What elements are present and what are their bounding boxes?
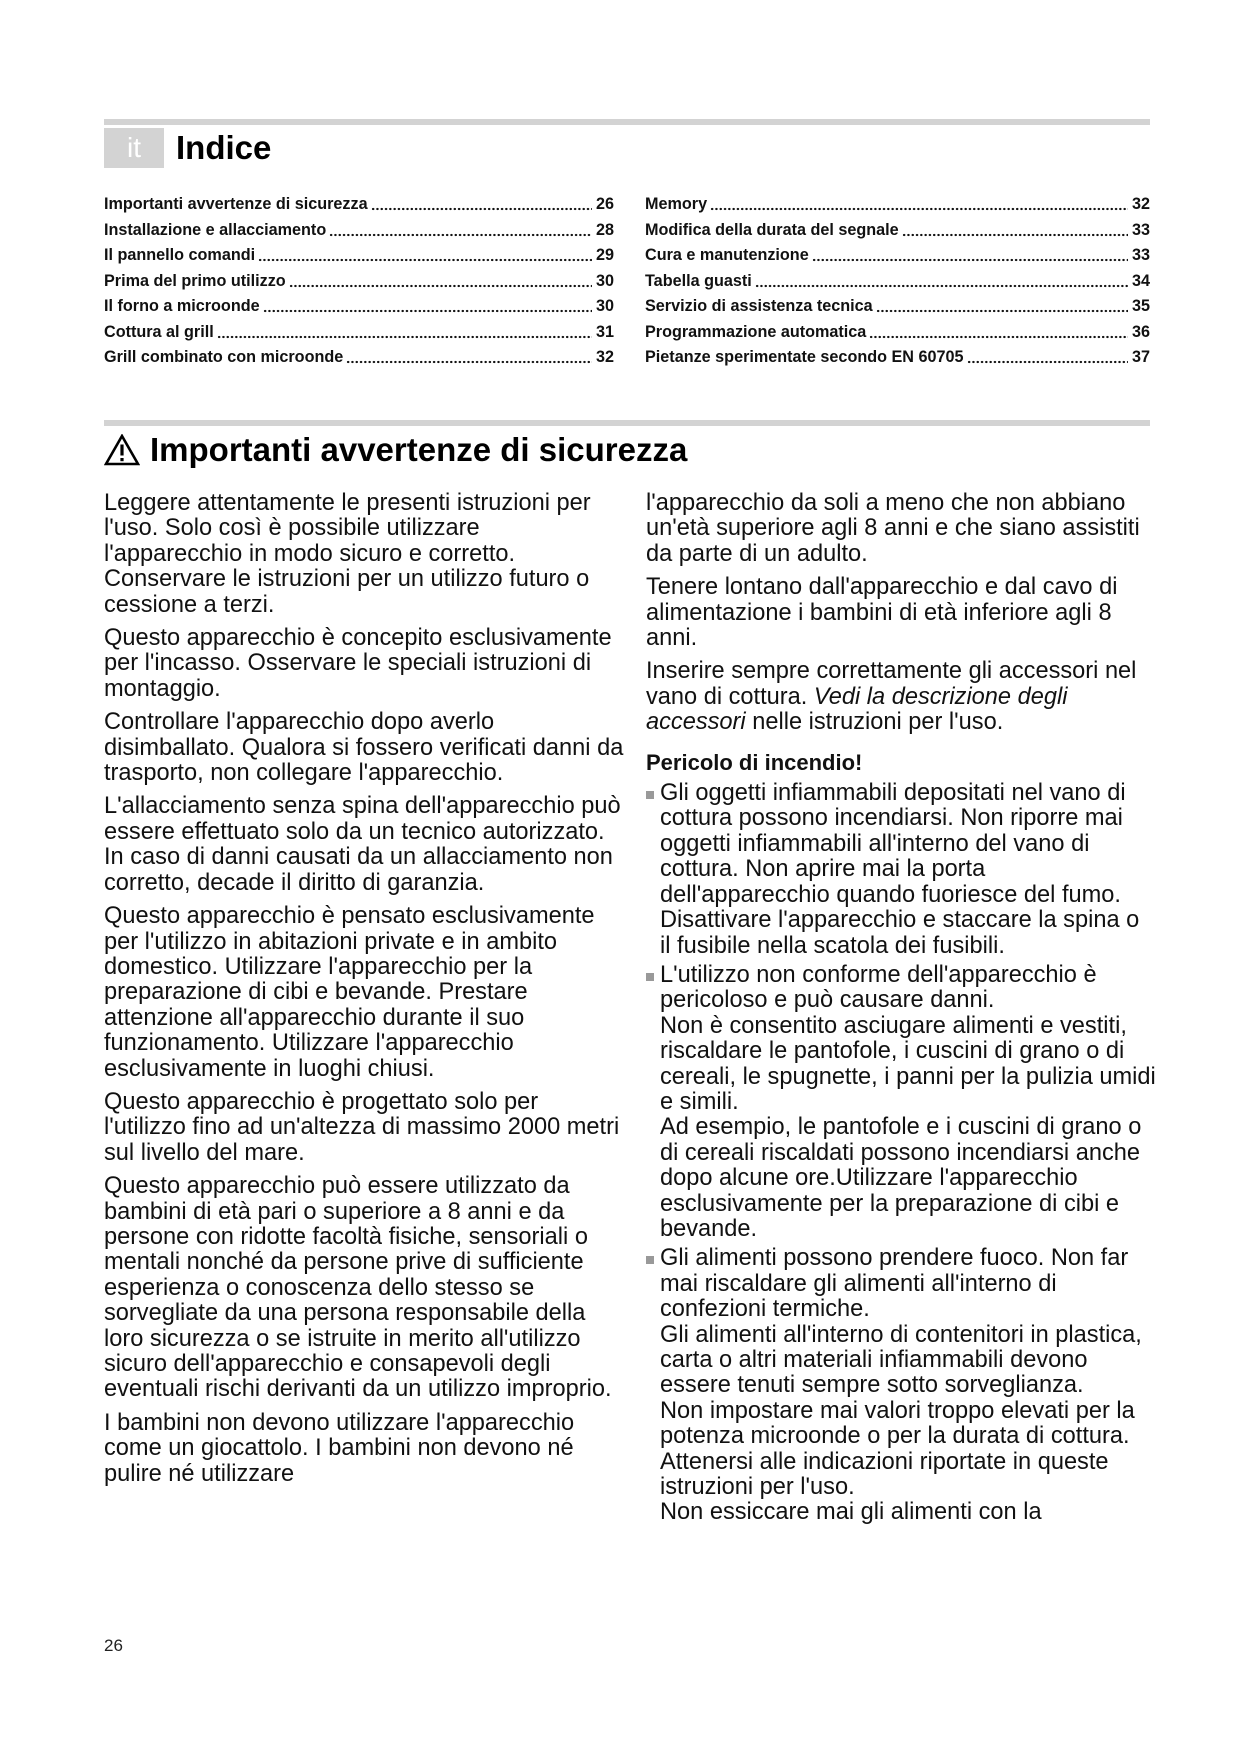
- toc-entry[interactable]: [645, 321, 1150, 347]
- toc-entry[interactable]: [645, 270, 1150, 296]
- paragraph: I bambini non devono utilizzare l'apparecchio come un giocattolo. I bambini non devono né pulire né utilizzare: [104, 1409, 575, 1487]
- toc-leader-dots: [263, 297, 592, 313]
- paragraph: L'allacciamento senza spina dell'apparecchio può essere effettuato solo da un tecnico autorizzato. In caso di danni causati da un allacciamento non corretto, decade il diritto di garanzia.: [104, 793, 621, 896]
- toc-leader-dots: [710, 195, 1128, 211]
- accessories-paragraph: [646, 659, 1156, 735]
- list-item-text: Non essiccare mai gli alimenti con la: [660, 1499, 1042, 1526]
- toc-entry[interactable]: [645, 244, 1150, 270]
- toc-entry[interactable]: [104, 346, 614, 372]
- square-bullet-icon: [646, 791, 654, 799]
- right-text-column: [646, 491, 1156, 1530]
- paragraph: Controllare l'apparecchio dopo averlo disimballato. Qualora si fossero verificati danni da trasporto, non collegare l'apparecchio.: [104, 709, 624, 787]
- toc-entry-page: 33: [1131, 246, 1150, 265]
- toc-right-column: [645, 193, 1150, 372]
- toc-entry[interactable]: [104, 244, 614, 270]
- toc-entry-title: Grill combinato con microonde: [104, 348, 344, 367]
- toc-entry[interactable]: [104, 219, 614, 245]
- toc-entry-title: Programmazione automatica: [645, 322, 867, 341]
- toc-entry-page: 30: [595, 297, 614, 316]
- toc-leader-dots: [967, 348, 1128, 364]
- toc-entry[interactable]: [645, 346, 1150, 372]
- list-item: [646, 963, 1156, 1242]
- toc-entry-page: 37: [1131, 348, 1150, 367]
- toc-entry-title: Cottura al grill: [104, 322, 214, 341]
- list-item-text: Gli oggetti infiammabili depositati nel vano di cottura possono incendiarsi. Non riporre mai oggetti infiammabili all'interno del vano di cottura. Non aprire mai la porta dell'apparecchio quando fuoriesce del fumo. Disattivare l'apparecchio e staccare la spina o il fusibile nella scatola dei fusibili.: [660, 780, 1140, 959]
- paragraph: Tenere lontano dall'apparecchio e dal cavo di alimentazione i bambini di età inferiore agli 8 anni.: [646, 574, 1118, 652]
- toc-entry-title: Tabella guasti: [645, 271, 752, 290]
- toc-entry-page: 30: [595, 271, 614, 290]
- list-item-text: Non è consentito asciugare alimenti e vestiti, riscaldare le pantofole, i cuscini di grano o di cereali, le spugnette, i panni per la pulizia umidi e simili.: [660, 1012, 1156, 1115]
- list-item: [646, 781, 1156, 959]
- paragraph: Questo apparecchio è concepito esclusivamente per l'incasso. Osservare le speciali istruzioni di montaggio.: [104, 625, 612, 702]
- paragraph: Questo apparecchio può essere utilizzato da bambini di età pari o superiore a 8 anni e da persone con ridotte facoltà fisiche, sensoriali o mentali nonché da persone prive di sufficiente esperienza o conoscenza dello stesso se sorvegliate da una persona responsabile della loro sicurezza o se istruite in merito all'utilizzo sicuro dell'apparecchio e consapevoli degli eventuali rischi derivanti da un utilizzo improprio.: [104, 1173, 612, 1403]
- toc-entry-title: Pietanze sperimentate secondo EN 60705: [645, 348, 964, 367]
- toc-leader-dots: [329, 221, 592, 237]
- toc-leader-dots: [755, 272, 1128, 288]
- toc-entry[interactable]: [104, 295, 614, 321]
- paragraph: Questo apparecchio è pensato esclusivamente per l'utilizzo in abitazioni private e in ambito domestico. Utilizzare l'apparecchio per la preparazione di cibi e bevande. Prestare attenzione all'apparecchio durante il suo funzionamento. Utilizzare l'apparecchio esclusivamente in luoghi chiusi.: [104, 903, 595, 1082]
- section-divider: [104, 420, 1150, 426]
- toc-leader-dots: [812, 246, 1128, 262]
- left-text-column: [104, 491, 624, 1495]
- toc-entry-page: 28: [595, 220, 614, 239]
- toc-entry-page: 36: [1131, 322, 1150, 341]
- top-divider: [104, 119, 1150, 125]
- toc-entry-page: 35: [1131, 297, 1150, 316]
- paragraph: Questo apparecchio è progettato solo per l'utilizzo fino ad un'altezza di massimo 2000 metri sul livello del mare.: [104, 1088, 620, 1166]
- toc-leader-dots: [289, 272, 592, 288]
- toc-left-column: [104, 193, 614, 372]
- toc-leader-dots: [869, 323, 1128, 339]
- fire-hazard-heading: Pericolo di incendio!: [646, 749, 863, 775]
- toc-entry[interactable]: [104, 270, 614, 296]
- toc-entry-page: 32: [595, 348, 614, 367]
- accessories-reference: Vedi la descrizione degli accessori: [646, 683, 1068, 736]
- section-heading: [104, 427, 687, 473]
- toc-entry-title: Memory: [645, 195, 708, 214]
- paragraph: Leggere attentamente le presenti istruzioni per l'uso. Solo così è possibile utilizzare l'apparecchio in modo sicuro e corretto. Conservare le istruzioni per un utilizzo futuro o cessione a terzi.: [104, 490, 591, 618]
- toc-leader-dots: [371, 195, 592, 211]
- square-bullet-icon: [646, 1256, 654, 1264]
- toc-entry-page: 33: [1131, 220, 1150, 239]
- toc-leader-dots: [876, 297, 1128, 313]
- toc-entry-title: Il forno a microonde: [104, 297, 260, 316]
- toc-leader-dots: [258, 246, 592, 262]
- toc-entry-title: Installazione e allacciamento: [104, 220, 327, 239]
- list-item-text: Ad esempio, le pantofole e i cuscini di grano o di cereali riscaldati possono incendiarsi anche dopo alcune ore.Utilizzare l'apparecchio esclusivamente per la preparazione di cibi e bevande.: [660, 1114, 1142, 1242]
- toc-entry-page: 31: [595, 322, 614, 341]
- toc-entry-title: Cura e manutenzione: [645, 246, 809, 265]
- list-item-text: Gli alimenti all'interno di contenitori in plastica, carta o altri materiali infiammabili devono essere tenuti sempre sotto sorveglianza.: [660, 1321, 1142, 1399]
- list-item-text: Non impostare mai valori troppo elevati per la potenza microonde o per la durata di cottura. Attenersi alle indicazioni riportate in queste istruzioni per l'uso.: [660, 1397, 1135, 1501]
- toc-entry-page: 32: [1131, 195, 1150, 214]
- toc-leader-dots: [217, 323, 592, 339]
- paragraph: l'apparecchio da soli a meno che non abbiano un'età superiore agli 8 anni e che siano assistiti da parte di un adulto.: [646, 490, 1140, 567]
- toc-entry-page: 29: [595, 246, 614, 265]
- toc-entry[interactable]: [645, 193, 1150, 219]
- toc-leader-dots: [346, 348, 592, 364]
- toc-entry-title: Modifica della durata del segnale: [645, 220, 899, 239]
- page-number: 26: [104, 1636, 123, 1655]
- accessories-text-end: nelle istruzioni per l'uso.: [745, 709, 1004, 736]
- toc-entry-page: 34: [1131, 271, 1150, 290]
- list-item-text: L'utilizzo non conforme dell'apparecchio è pericoloso e può causare danni.: [660, 961, 1097, 1014]
- language-tag: it: [104, 128, 164, 168]
- toc-entry-title: Prima del primo utilizzo: [104, 271, 286, 290]
- list-item: [646, 1246, 1156, 1525]
- accessories-text: Inserire sempre correttamente gli accessori nel vano di cottura.: [646, 658, 1137, 710]
- section-title: Importanti avvertenze di sicurezza: [150, 431, 688, 468]
- toc-entry-page: 26: [595, 195, 614, 214]
- toc-leader-dots: [902, 221, 1128, 237]
- index-title: Indice: [176, 129, 272, 166]
- toc-entry[interactable]: [104, 193, 614, 219]
- warning-triangle-icon: [104, 434, 140, 466]
- toc-entry[interactable]: [645, 295, 1150, 321]
- toc-entry-title: Importanti avvertenze di sicurezza: [104, 195, 368, 214]
- toc-entry-title: Il pannello comandi: [104, 246, 256, 265]
- toc-entry[interactable]: [104, 321, 614, 347]
- square-bullet-icon: [646, 973, 654, 981]
- list-item-text: Gli alimenti possono prendere fuoco. Non far mai riscaldare gli alimenti all'interno di confezioni termiche.: [660, 1245, 1129, 1323]
- toc-entry-title: Servizio di assistenza tecnica: [645, 297, 873, 316]
- toc-entry[interactable]: [645, 219, 1150, 245]
- fire-hazard-list: [646, 781, 1156, 1526]
